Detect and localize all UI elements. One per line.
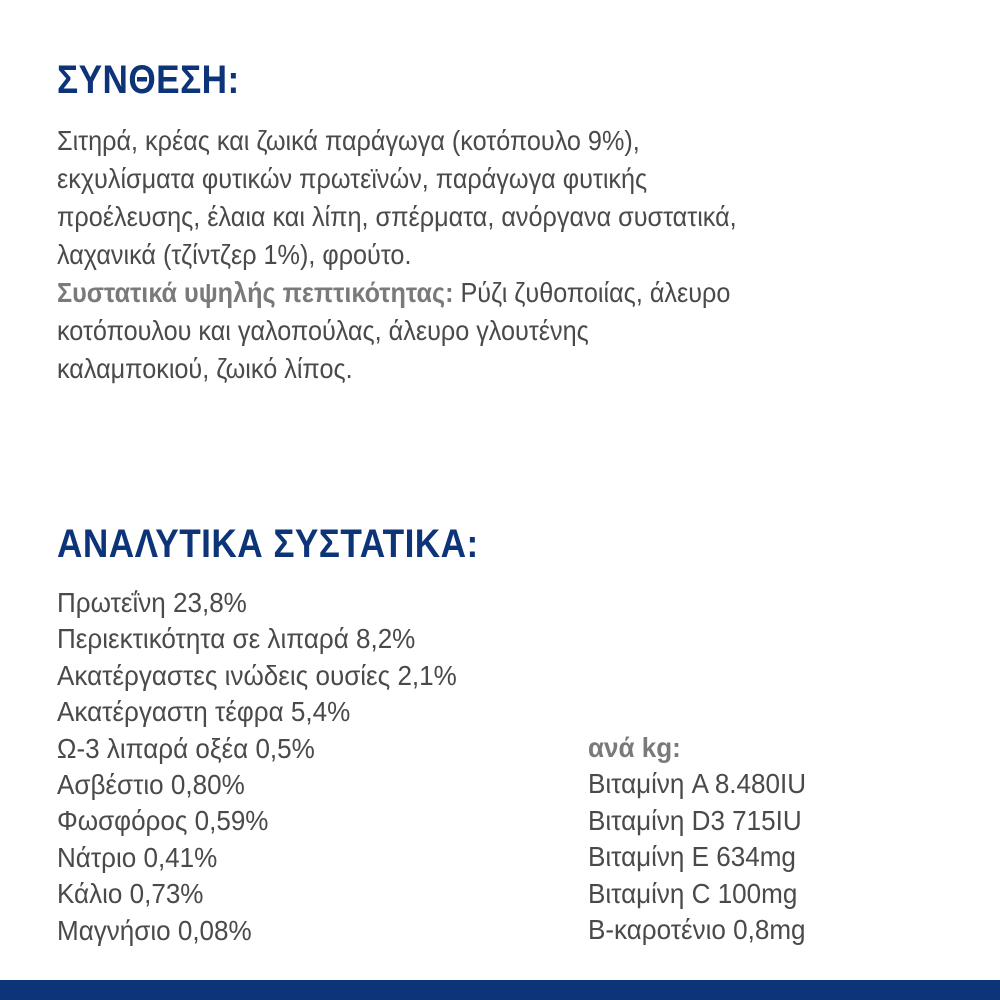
per-kg-label: ανά kg: xyxy=(588,732,681,763)
analytical-item: Ω-3 λιπαρά οξέα 0,5% xyxy=(57,732,315,764)
composition-line: προέλευσης, έλαια και λίπη, σπέρματα, ανόργανα συστατικά, xyxy=(57,201,737,232)
analytical-item: Ασβέστιο 0,80% xyxy=(57,769,245,801)
analytical-item: Φωσφόρος 0,59% xyxy=(57,805,269,837)
vitamin-item: Βιταμίνη C 100mg xyxy=(588,877,798,909)
digestibility-text: Ρύζι ζυθοποιίας, άλευρο xyxy=(453,277,731,308)
analytical-item: Μαγνήσιο 0,08% xyxy=(57,914,252,946)
analytical-heading: ΑΝΑΛΥΤΙΚΑ ΣΥΣΤΑΤΙΚΑ: xyxy=(57,522,479,566)
composition-text xyxy=(57,122,957,388)
digestibility-label: Συστατικά υψηλής πεπτικότητας: xyxy=(57,277,454,308)
analytical-item: Ακατέργαστη τέφρα 5,4% xyxy=(57,696,351,728)
analytical-item: Περιεκτικότητα σε λιπαρά 8,2% xyxy=(57,623,416,655)
analytical-list xyxy=(57,585,457,949)
analytical-item: Πρωτεΐνη 23,8% xyxy=(57,587,247,618)
composition-line: λαχανικά (τζίντζερ 1%), φρούτο. xyxy=(57,239,412,270)
analytical-item: Νάτριο 0,41% xyxy=(57,841,218,873)
per-kg-list xyxy=(588,730,806,948)
composition-line: Σιτηρά, κρέας και ζωικά παράγωγα (κοτόπουλο 9%), xyxy=(57,125,640,156)
analytical-item: Ακατέργαστες ινώδεις ουσίες 2,1% xyxy=(57,659,457,691)
vitamin-item: Βιταμίνη A 8.480IU xyxy=(588,768,807,800)
bottom-bar xyxy=(0,980,1000,1000)
digestibility-line: καλαμποκιού, ζωικό λίπος. xyxy=(57,353,353,384)
vitamin-item: Β-καροτένιο 0,8mg xyxy=(588,914,806,946)
vitamin-item: Βιταμίνη E 634mg xyxy=(588,841,796,873)
digestibility-line xyxy=(57,274,957,312)
analytical-item: Κάλιο 0,73% xyxy=(57,878,204,910)
composition-heading: ΣΥΝΘΕΣΗ: xyxy=(57,58,240,102)
vitamin-item: Βιταμίνη D3 715IU xyxy=(588,804,802,836)
composition-line: εκχυλίσματα φυτικών πρωτεϊνών, παράγωγα φυτικής xyxy=(57,163,648,194)
digestibility-line: κοτόπουλου και γαλοπούλας, άλευρο γλουτένης xyxy=(57,315,589,346)
